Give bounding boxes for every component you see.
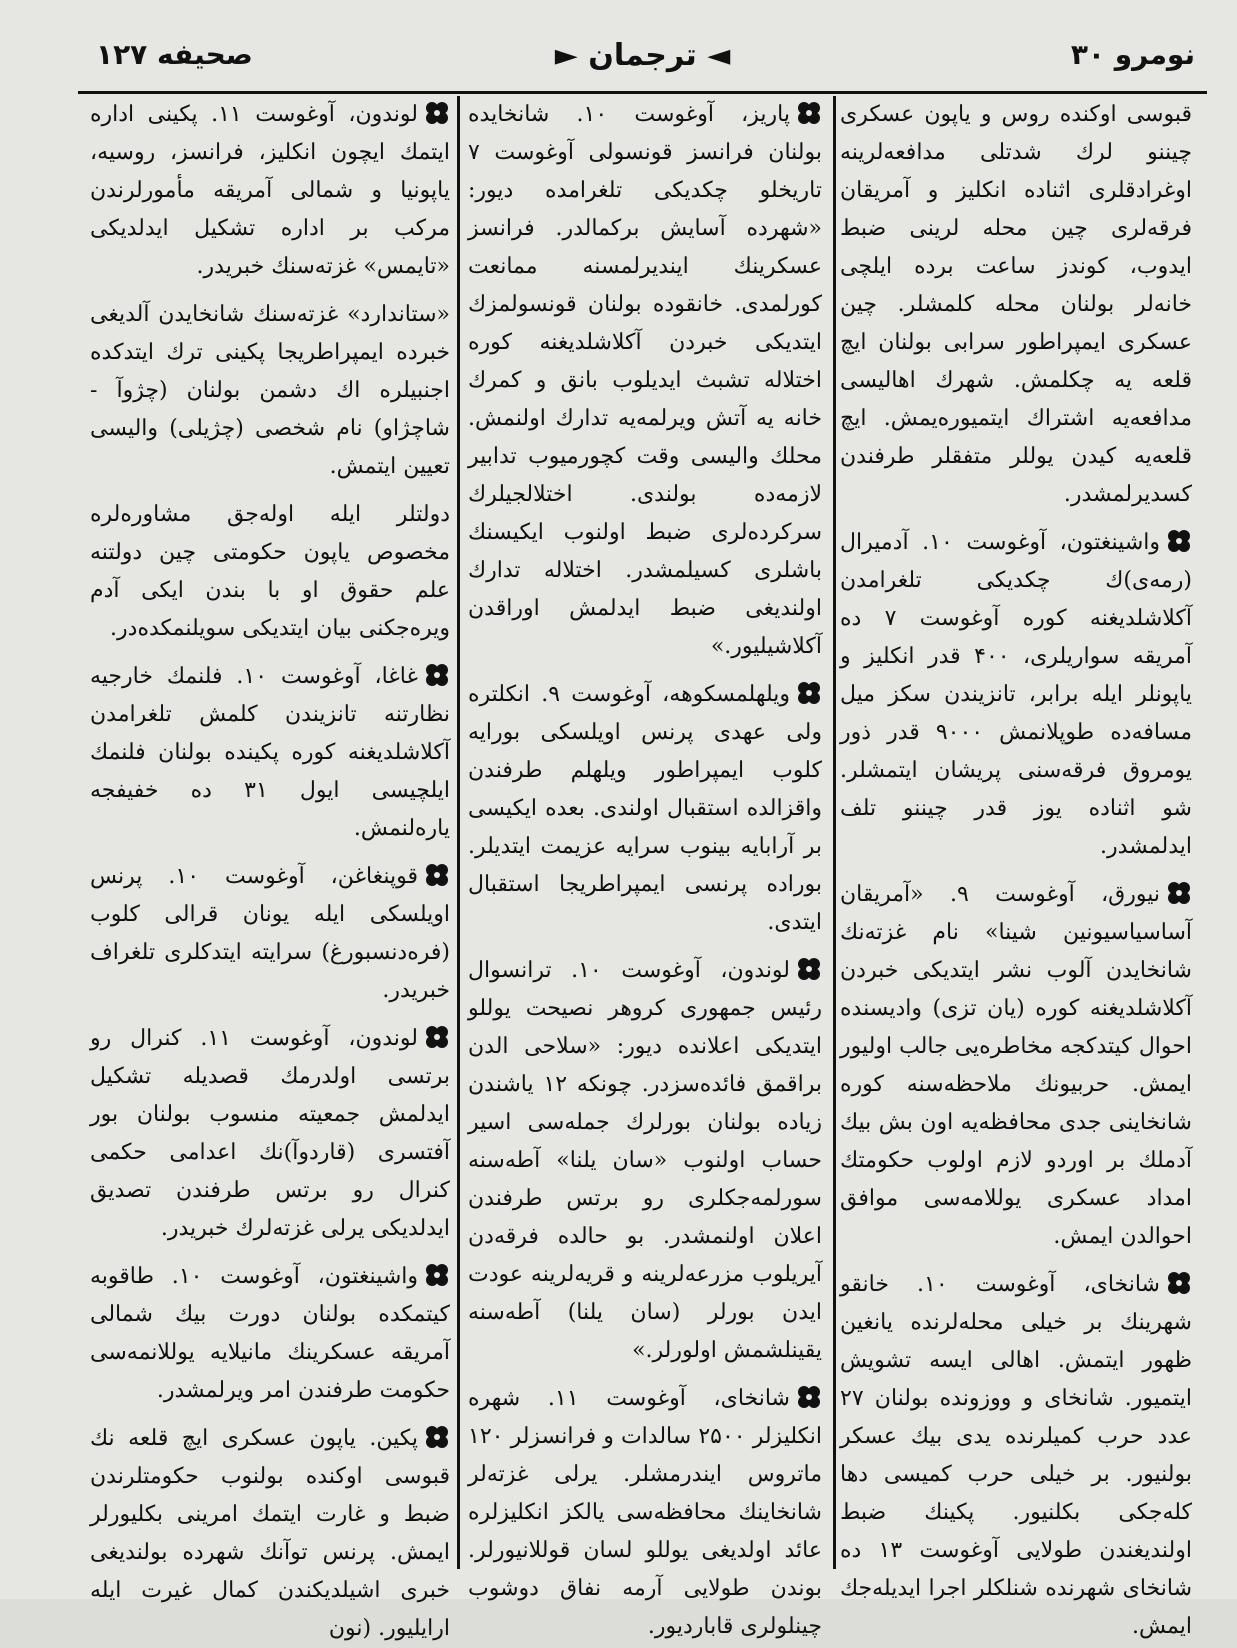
article-text: نیورق، آوغوست ۹. «آمریقان آساسیاسیونین شینا» نام غزته‌نك شانخایدن آلوب نشر ایتدیکی خبردن آکلاشلدیغنه کوره (یان تزی) وادیسنده احوال کیتدکجه مخاطره‌یی جالب اولیور ایمش. حربیونك ملاحظه‌سنه کوره شانخاینی جدی محافظه‌یه اون بش بیك آدملك بر اوردو لازم اولوب حکومتك امداد عسکری یوللامه‌سی موافق احوالدن ایمش. <box>840 882 1192 1249</box>
ornament-right-icon: ► <box>554 38 578 73</box>
article-text: واشینغتون، آوغوست ۱۰. طاقوبه کیتمکده بولنان دورت بیك شمالی آمریقه عسکرینك مانیلایه یوللانمه‌سی حکومت طرفندن امر ویرلمشدر. <box>90 1264 450 1403</box>
article-text: لوندون، آوغوست ۱۱. کنرال رو برتسی اولدرمك قصدیله تشکیل ایدلمش جمعیته منسوب بولنان بور آفتسری (قاردوآ)نك اعدامی حکمی کنرال رو برتس طرفندن تصدیق ایدلدیکی یرلی غزته‌لرك خبریدر. <box>90 1026 450 1241</box>
article-paragraph <box>90 658 450 848</box>
article-text: شانخای، آوغوست ۱۱. شهره انکلیزلر ۲۵۰۰ سالدات و فرانسزلر ۱۲۰ ماتروس ایندرمشلر. یرلی غزته‌لر شانخاینك محافظه‌سی یالکز انکلیزلره عائد اولدیغی یوللو لسان قوللانیورلر. بوندن طولایی آرمه نفاق دوشوب چینلولری قاباردیور. <box>468 1386 822 1639</box>
article-paragraph <box>840 1266 1192 1646</box>
article-text: لوندون، آوغوست ۱۰. ترانسوال رئیس جمهوری کروهر نصیحت یوللو ایتدیکی اعلانده دیور: «سلاحی الدن براقمق فائده‌سزدر. چونکه ۱۲ یاشندن زیاده بولنان بورلرك جمله‌سی اسیر حساب اولنوب «سان یلنا» آطه‌سنه سورلمه‌جکلری رو برتس طرفندن اعلان اولنمشدر. بو حالده فرقه‌دن آیریلوب مزرعه‌لرینه و قریه‌لرینه عودت ایدن بورلر (سان یلنا) آطه‌سنه یقینلشمش اولورلر.» <box>468 958 822 1363</box>
article-text: واشینغتون، آوغوست ۱۰. آدمیرال (رمه‌ی)ك چکدیکی تلغرامدن آکلاشلدیغنه کوره آوغوست ۷ ده آمریقه سواریلری، ۴۰۰ قدر انکلیز و یاپونلر ایله برابر، تانزیندن سکز میل مسافه‌ده طوپلانمش ۹۰۰۰ قدر ذور یومروق فرقه‌سنی پریشان ایتمشلر. شو اثناده یوز قدر چیننو تلف ایدلمشدر. <box>840 530 1192 859</box>
flower-bullet-icon <box>424 1262 450 1288</box>
article-paragraph <box>468 676 822 942</box>
article-paragraph <box>90 1258 450 1410</box>
issue-number-label: نومرو ۳۰ <box>1070 38 1195 71</box>
article-text: قوپنغاغن، آوغوست ۱۰. پرنس اویلسکی ایله یونان قرالی کلوب (فره‌دنسبورغ) سرایته ایتدکلری تلغراف خبریدر. <box>90 864 450 1003</box>
flower-bullet-icon <box>424 1424 450 1450</box>
newspaper-title <box>555 38 731 73</box>
article-paragraph <box>90 858 450 1010</box>
article-text: پکین. یاپون عسکری ایچ قلعه نك قبوسی اوکنده بولنوب حکومتلرندن ضبط و غارت ایتمك امرینی بکلیورلر ایمش. پرنس توآنك شهرده بولندیغی خبری اشیلدیکندن کمال غیرت ایله ارایلیور. (نون <box>90 1426 450 1641</box>
article-paragraph <box>90 1420 450 1648</box>
article-text: غاغا، آوغوست ۱۰. فلنمك خارجیه نظارتنه تانزیندن کلمش تلغرامدن آکلاشلدیغنه کوره پکینده بولنان فلنمك ایلچیسی ایول ۳۱ ده خفیفجه یاره‌لنمش. <box>90 664 450 841</box>
newspaper-title-text: ترجمان <box>588 38 697 73</box>
ornament-left-icon: ◄ <box>707 38 731 73</box>
column-left <box>82 96 456 1641</box>
flower-bullet-icon <box>796 956 822 982</box>
page-header <box>78 30 1207 94</box>
article-paragraph <box>90 1020 450 1248</box>
flower-bullet-icon <box>1166 528 1192 554</box>
article-paragraph: «ستاندارد» غزته‌سنك شانخایدن آلدیغی خبرده ایمپراطریجا پکینی ترك ایتدکده اجنبیلره اك دشمن بولنان (چژوآ - شاچژاو) نام شخصی (چژیلی) والیسی تعیین ایتمش. <box>90 302 450 479</box>
article-paragraph <box>468 1380 822 1646</box>
article-paragraph: قبوسی اوکنده روس و یاپون عسکری چیننو لرك شدتلی مدافعه‌لرینه اوغرادقلری اثناده انکلیز و آمریقان فرقه‌لری چین محله لرینی ضبط ایدوب، کوندز ساعت برده ایلچی خانه‌لر بولنان محله کلمشلر. چین عسکری ایمپراطور سرابی بولنان ایچ قلعه یه چکلمش. شهرك اهالیسی مدافعه‌یه اشتراك ایتمیوره‌یمش. ایچ قلعه‌یه کیدن یوللر متفقلر طرفندن کسدیرلمشدر. <box>840 102 1192 507</box>
article-paragraph: دولتلر ایله اوله‌جق مشاوره‌لره مخصوص یاپون حکومتی چین دولتنه علم حقوق او با بندن ایکی آدم ویره‌جکنی بیان ایتدیکی سویلنمکده‌در. <box>90 502 450 641</box>
article-text: لوندون، آوغوست ۱۱. پکینی اداره ایتمك ایچون انکلیز، فرانسز، روسیه، یاپونیا و شمالی آمریقه مأمورلرندن مرکب بر اداره تشکیل ایدلدیکی «تایمس» غزته‌سنك خبریدر. <box>90 102 450 279</box>
article-text: پاریز، آوغوست ۱۰. شانخایده بولنان فرانسز قونسولی آوغوست ۷ تاریخلو چکدیکی تلغرامده دیور: «شهرده آسایش برکمالدر. فرانسز عسکرینك ایندیرلمسنه ممانعت کورلمدی. خانقوده بولنان قونسولمزك ایتدیکی خبردن آکلاشلدیغنه کوره اختلاله تشبث ایدیلوب بانق و کمرك خانه یه آتش ویرلمه‌یه تدارك اولنمش. محلك والیسی وقت کچورمیوب تدابیر لازمه‌ده بولندی. اختلالجیلرك سرکرده‌لری ضبط اولنوب ایکیسنك باشلری کسیلمشدر. اختلاله تدارك اولندیغی ضبط ایدلمش اوراقدن آکلاشیلیور.» <box>468 102 822 659</box>
flower-bullet-icon <box>424 1024 450 1050</box>
article-paragraph <box>840 876 1192 1256</box>
flower-bullet-icon <box>424 662 450 688</box>
article-paragraph <box>90 96 450 286</box>
article-paragraph <box>840 524 1192 866</box>
flower-bullet-icon <box>1166 1270 1192 1296</box>
flower-bullet-icon <box>424 862 450 888</box>
flower-bullet-icon <box>796 1384 822 1410</box>
column-right <box>836 96 1200 1639</box>
article-paragraph <box>468 952 822 1370</box>
article-paragraph <box>468 96 822 666</box>
article-text: شانخای، آوغوست ۱۰. خانقو شهرینك بر خیلی محله‌لرنده یانغین ظهور ایتمش. اهالی ایسه تشویش ایتمیور. شانخای و ووزونده بولنان ۲۷ عدد حرب کمیلرنده یدی بیك عسکر بولنیور. بر خیلی حرب کمیسی دها کله‌جکی بکلنیور. پکینك ضبط اولندیغندن طولایی آوغوست ۱۳ ده شانخای شهرنده شنلکلر اجرا ایدیله‌جك ایمش. <box>840 1272 1192 1639</box>
flower-bullet-icon <box>796 100 822 126</box>
flower-bullet-icon <box>424 100 450 126</box>
article-text: ویلهلمسکوهه، آوغوست ۹. انکلتره ولی عهدی پرنس اویلسکی بورایه کلوب ایمپراطور ویلهلم طرفندن واقزالده استقبال اولندی. بعده ایکیسی بر آرابایه بینوب سرایه عزیمت ایتدیلر. بوراده پرنسی ایمپراطریجا استقبال ایتدی. <box>468 682 822 935</box>
column-center <box>460 96 830 1639</box>
page-number-label: صحيفه ۱۲۷ <box>96 38 253 71</box>
flower-bullet-icon <box>1166 880 1192 906</box>
flower-bullet-icon <box>796 680 822 706</box>
